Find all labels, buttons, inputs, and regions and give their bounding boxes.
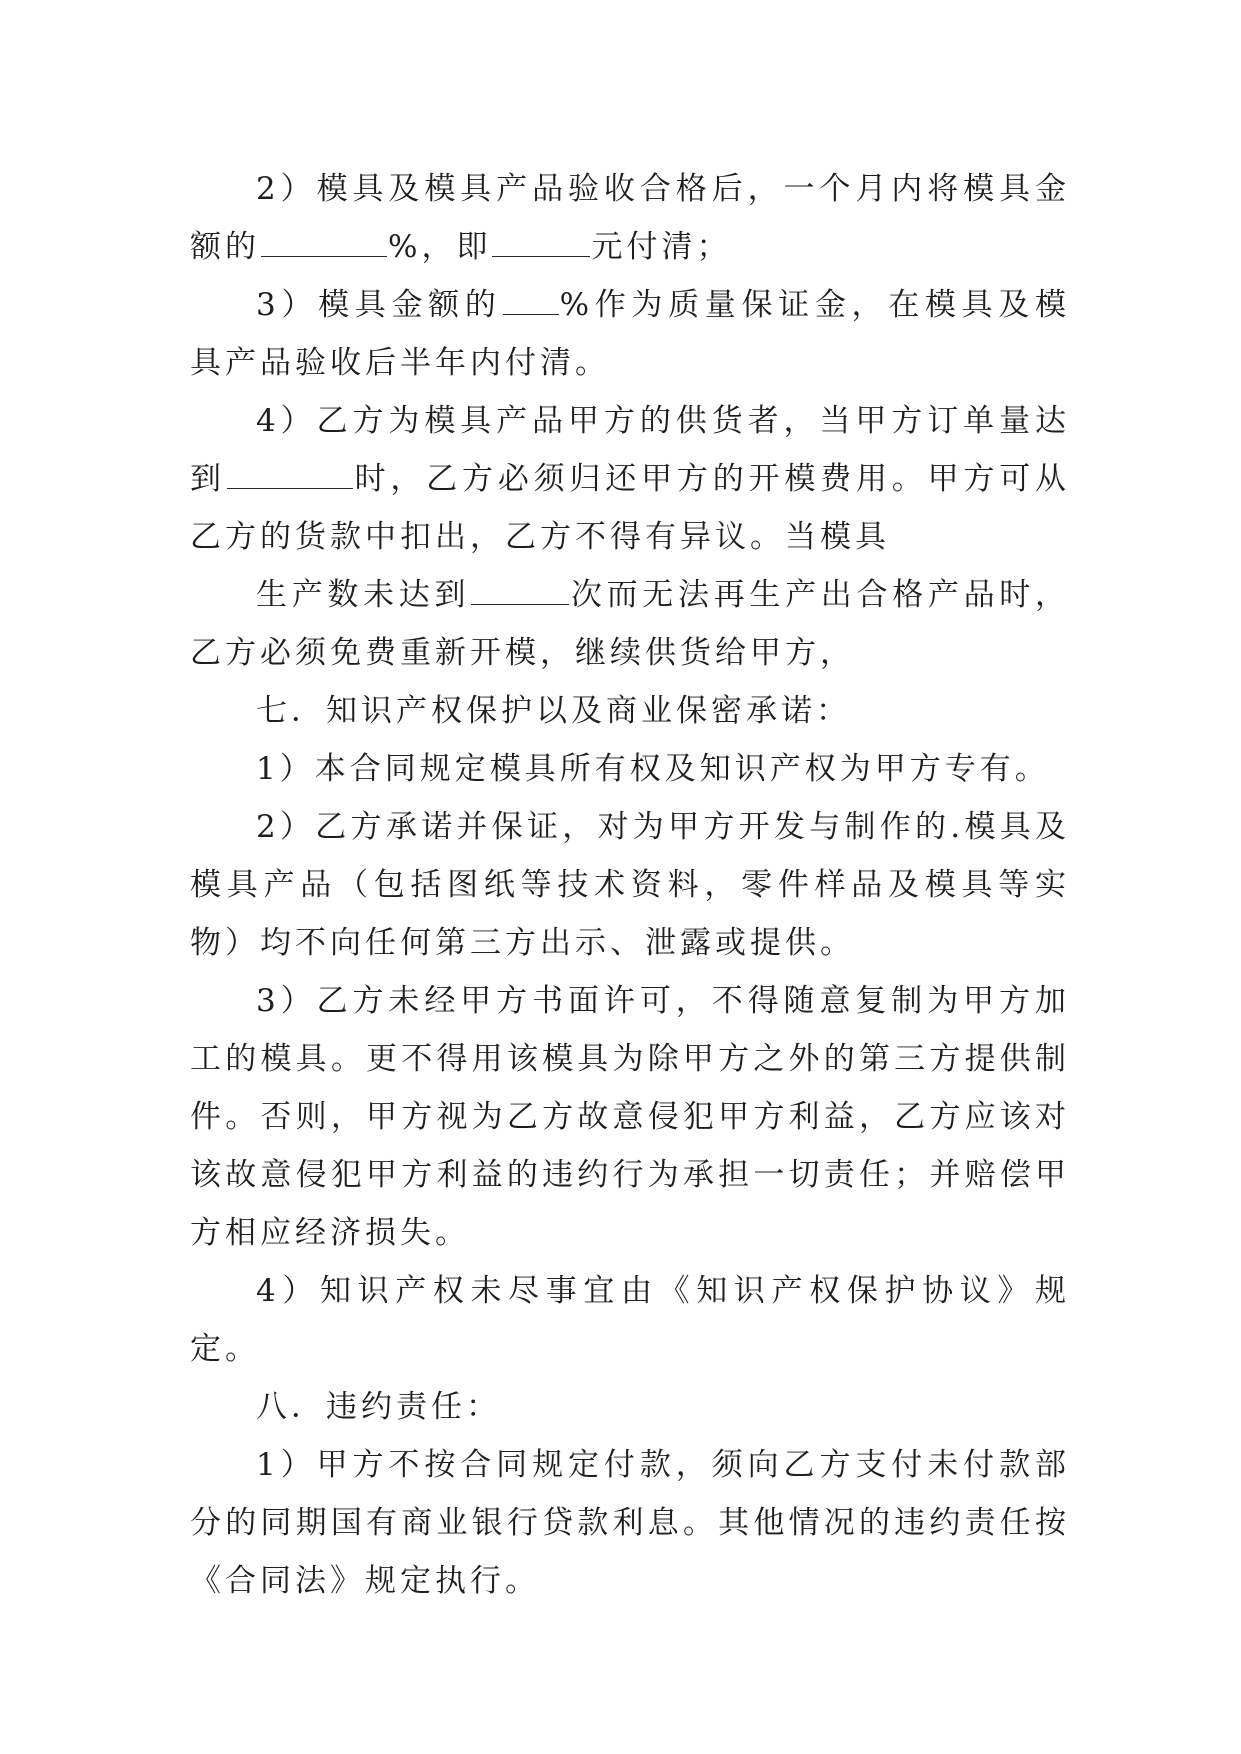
paragraph-text: 八．违约责任： <box>256 1389 501 1425</box>
paragraph-p1 <box>190 160 1070 276</box>
paragraph-text: 生产数未达到 <box>256 577 471 613</box>
paragraph-p9 <box>190 1262 1070 1378</box>
paragraph-text: 七．知识产权保护以及商业保密承诺： <box>256 693 851 729</box>
paragraph-text: 3）乙方未经甲方书面许可，不得随意复制为甲方加工的模具。更不得用该模具为除甲方之外的第三方提供制件。否则，甲方视为乙方故意侵犯甲方利益，乙方应该对该故意侵犯甲方利益的违约行为承担一切责任；并赔偿甲方相应经济损失。 <box>190 983 1070 1251</box>
paragraph-p10 <box>190 1378 1070 1436</box>
paragraph-p5 <box>190 682 1070 740</box>
paragraph-text: %，即 <box>388 229 492 265</box>
fill-in-blank <box>471 578 569 605</box>
paragraph-p4 <box>190 566 1070 682</box>
paragraph-text: 元付清； <box>591 229 732 265</box>
paragraph-text: 2）乙方承诺并保证，对为甲方开发与制作的.模具及模具产品（包括图纸等技术资料，零件样品及模具等实物）均不向任何第三方出示、泄露或提供。 <box>190 809 1070 961</box>
paragraph-p6 <box>190 740 1070 798</box>
paragraph-text: 1）本合同规定模具所有权及知识产权为甲方专有。 <box>256 751 1050 787</box>
paragraph-text: 次而无法再生产出合格产品时，乙方必须免费重新开模，继续供货给甲方， <box>190 577 1071 671</box>
paragraph-text: 1）甲方不按合同规定付款，须向乙方支付未付款部分的同期国有商业银行贷款利息。其他情况的违约责任按《合同法》规定执行。 <box>190 1447 1070 1599</box>
paragraph-p8 <box>190 972 1070 1262</box>
paragraph-text: %作为质量保证金，在模具及模具产品验收后半年内付清。 <box>190 287 1070 381</box>
paragraph-p11 <box>190 1436 1070 1610</box>
paragraph-text: 4）乙方为模具产品甲方的供货者，当甲方订单量达到 <box>190 403 1070 497</box>
paragraph-text: 时，乙方必须归还甲方的开模费用。甲方可从乙方的货款中扣出，乙方不得有异议。当模具 <box>190 461 1071 555</box>
fill-in-blank <box>503 288 559 315</box>
fill-in-blank <box>227 462 353 489</box>
paragraph-text: 2）模具及模具产品验收合格后，一个月内将模具金额的 <box>190 171 1070 265</box>
paragraph-p7 <box>190 798 1070 972</box>
fill-in-blank <box>492 230 590 257</box>
paragraph-text: 3）模具金额的 <box>256 287 502 323</box>
paragraph-text: 4）知识产权未尽事宜由《知识产权保护协议》规定。 <box>190 1273 1070 1367</box>
fill-in-blank <box>261 230 387 257</box>
paragraph-p3 <box>190 392 1070 566</box>
document-body <box>190 160 1070 1610</box>
paragraph-p2 <box>190 276 1070 392</box>
